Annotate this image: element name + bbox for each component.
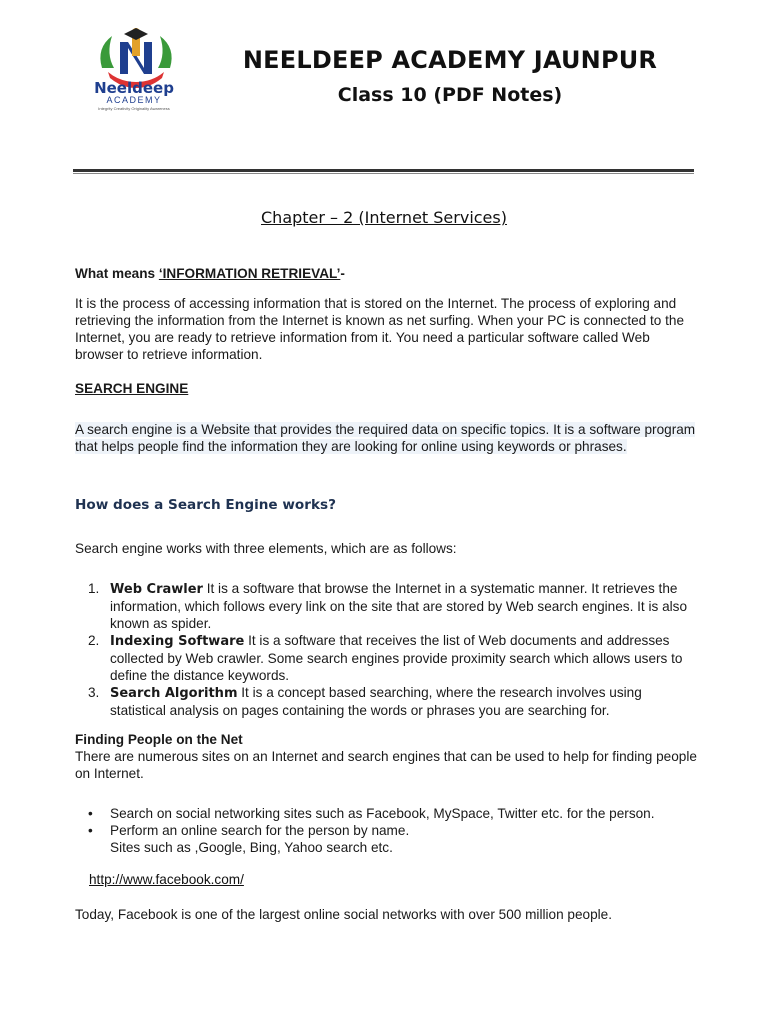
list-number: 2.	[88, 633, 100, 648]
logo-subtitle: ACADEMY	[106, 95, 162, 105]
finding-people-heading: Finding People on the Net	[75, 732, 243, 747]
logo-name: Neeldeep	[94, 79, 174, 97]
list-text: It is a software that receives the list of Web documents and addresses collected by Web crawler. Some search engines provide proximity search which allows users to define the distance keywords.	[110, 633, 683, 683]
list-text: It is a software that browse the Internet in a systematic manner. It retrieves the information, which follows every link on the site that are stored by Web search engines. It is also known as spider.	[110, 581, 688, 631]
list-number: 3.	[88, 685, 100, 700]
search-engine-body	[75, 421, 700, 455]
info-retrieval-body: It is the process of accessing information that is stored on the Internet. The process of exploring and retrieving the information from the Internet is known as net surfing. When your PC is connected to the Internet, you are ready to retrieve information from it. You need a particular software called Web browser to retrieve information.	[75, 296, 685, 362]
how-works-heading: How does a Search Engine works?	[75, 497, 336, 513]
list-text: Perform an online search for the person by name.	[110, 823, 410, 838]
header-divider	[73, 169, 694, 172]
finding-people-body: There are numerous sites on an Internet and search engines that can be used to help for finding people on Internet.	[75, 749, 697, 781]
logo-tagline: Integrity Creativity Originality Awareness	[98, 106, 170, 111]
chapter-title: Chapter – 2 (Internet Services)	[261, 208, 507, 227]
list-number: 1.	[88, 581, 100, 596]
list-text: Search on social networking sites such as Facebook, MySpace, Twitter etc. for the person.	[110, 806, 655, 821]
bullet: •	[88, 806, 93, 821]
info-retrieval-heading-prefix: What means	[75, 266, 159, 281]
search-engine-body-part2: It is a software program that helps people find the information they are looking for online using keywords or phrases.	[75, 422, 696, 454]
bullet: •	[88, 823, 93, 838]
closing-text: Today, Facebook is one of the largest online social networks with over 500 million people.	[75, 907, 612, 922]
search-engine-body-part1: A search engine is a Website that provides the required data on specific topics.	[75, 422, 554, 437]
list-item	[88, 805, 700, 822]
how-works-intro: Search engine works with three elements, which are as follows:	[75, 541, 457, 556]
academy-title: NEELDEEP ACADEMY JAUNPUR	[242, 46, 658, 74]
info-retrieval-heading-suffix: -	[340, 266, 345, 281]
sites-line: Sites such as ,Google, Bing, Yahoo search etc.	[110, 840, 393, 855]
info-retrieval-heading-term: ‘INFORMATION RETRIEVAL’	[158, 266, 341, 281]
list-item	[88, 632, 700, 684]
finding-people-list	[88, 805, 700, 856]
list-term: Web Crawler	[110, 582, 203, 597]
info-retrieval-heading	[75, 265, 700, 282]
search-engine-elements-list	[88, 580, 700, 719]
list-term: Search Algorithm	[110, 686, 238, 701]
search-engine-heading: SEARCH ENGINE	[75, 381, 189, 396]
class-title: Class 10 (PDF Notes)	[337, 84, 563, 106]
list-text: It is a concept based searching, where the research involves using statistical analysis on pages containing the words or phrases you are searching for.	[110, 685, 642, 718]
list-item	[88, 580, 700, 632]
facebook-link[interactable]: http://www.facebook.com/	[89, 872, 244, 887]
header-divider-thin	[73, 173, 694, 174]
list-item	[88, 822, 700, 839]
list-term: Indexing Software	[110, 634, 245, 649]
list-item	[88, 684, 700, 719]
